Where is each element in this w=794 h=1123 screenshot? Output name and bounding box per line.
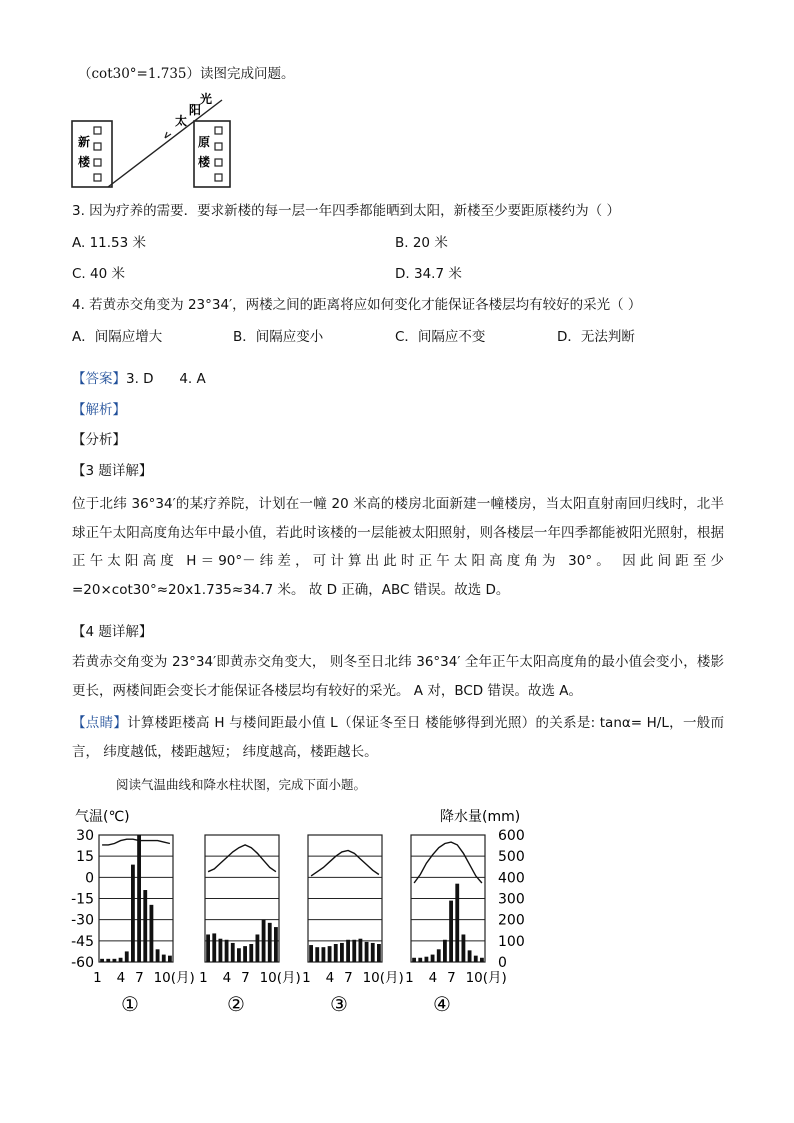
month-tick-label: 1 bbox=[302, 970, 311, 986]
precipitation-bar bbox=[106, 959, 110, 962]
temperature-tick-label: -45 bbox=[71, 933, 94, 950]
analysis-label: 【解析】 bbox=[72, 402, 126, 418]
precipitation-bar bbox=[425, 957, 429, 962]
temperature-tick-label: -15 bbox=[71, 891, 94, 908]
precipitation-bar bbox=[113, 959, 117, 962]
sun-light-label-1: 光 bbox=[200, 92, 213, 106]
new-building bbox=[72, 121, 112, 187]
precipitation-bar bbox=[249, 944, 253, 962]
precipitation-bar bbox=[418, 958, 422, 962]
q4-stem: 4. 若黄赤交角变为 23°34′，两楼之间的距离将应如何变化才能保证各楼层均有较好的采光（ ） bbox=[72, 297, 642, 313]
q3-option-b: B. 20 米 bbox=[395, 235, 448, 251]
q3-option-d: D. 34.7 米 bbox=[395, 266, 462, 282]
q3-option-c: C. 40 米 bbox=[72, 266, 125, 282]
precipitation-tick-label: 500 bbox=[498, 849, 525, 866]
old-building bbox=[194, 121, 230, 187]
precipitation-bar bbox=[125, 951, 129, 962]
q4-option-b: B．间隔应变小 bbox=[233, 329, 324, 345]
precipitation-bar bbox=[143, 890, 147, 962]
precipitation-bar bbox=[237, 948, 241, 962]
precipitation-tick-label: 0 bbox=[498, 955, 507, 971]
temperature-curve bbox=[311, 851, 379, 876]
month-tick-label: 4 bbox=[325, 970, 335, 986]
precipitation-bar bbox=[137, 835, 141, 962]
precipitation-bar bbox=[212, 933, 216, 962]
month-tick-label: 10(月) bbox=[153, 970, 195, 986]
tip-block bbox=[72, 709, 724, 766]
answer-text: 3. D 4. A bbox=[126, 371, 206, 387]
panel-label: ③ bbox=[330, 992, 348, 1016]
month-tick-label: 7 bbox=[447, 970, 456, 986]
precipitation-bar bbox=[231, 943, 235, 962]
precipitation-bar bbox=[150, 905, 154, 962]
q3-option-a: A. 11.53 米 bbox=[72, 235, 147, 251]
building-shadow-diagram bbox=[68, 88, 248, 196]
tip-text: 计算楼距楼高 H 与楼间距最小值 L（保证冬至日 楼能够得到光照）的关系是: tanα= H/L，一般而言， 纬度越低，楼距越短； 纬度越高，楼距越长。 bbox=[72, 715, 725, 760]
climate-panel-2 bbox=[199, 835, 301, 1016]
month-tick-label: 1 bbox=[199, 970, 208, 986]
month-tick-label: 10(月) bbox=[259, 970, 301, 986]
precipitation-bar bbox=[274, 927, 278, 962]
climate-panel-3 bbox=[302, 835, 404, 1016]
precipitation-bar bbox=[346, 940, 350, 962]
precipitation-bar bbox=[455, 884, 459, 962]
chart-intro: 阅读气温曲线和降水柱状图，完成下面小题。 bbox=[116, 777, 367, 792]
precipitation-bar bbox=[377, 944, 381, 962]
precipitation-bar bbox=[334, 944, 338, 962]
temperature-tick-label: -60 bbox=[71, 955, 94, 971]
precipitation-bar bbox=[162, 955, 166, 962]
month-tick-label: 4 bbox=[222, 970, 232, 986]
panel-label: ④ bbox=[433, 992, 451, 1016]
climate-panel-4 bbox=[405, 835, 507, 1016]
temperature-tick-label: 0 bbox=[85, 870, 94, 887]
precipitation-bar bbox=[437, 949, 441, 962]
precipitation-bar bbox=[119, 958, 123, 962]
precipitation-bar bbox=[352, 940, 356, 962]
precipitation-bar bbox=[206, 934, 210, 962]
tip-label: 【点睛】 bbox=[72, 715, 128, 731]
precipitation-bar bbox=[365, 942, 369, 962]
old-building-label-1: 原 bbox=[198, 135, 211, 149]
precipitation-bar bbox=[443, 940, 447, 962]
temperature-tick-label: 15 bbox=[76, 849, 94, 866]
precipitation-bar bbox=[480, 958, 484, 962]
month-tick-label: 1 bbox=[93, 970, 102, 986]
precipitation-bar bbox=[359, 939, 363, 962]
precipitation-bar bbox=[156, 949, 160, 962]
climate-panels bbox=[93, 835, 507, 1016]
precipitation-bar bbox=[468, 950, 472, 962]
precipitation-bar bbox=[243, 946, 247, 962]
precipitation-bar bbox=[268, 923, 272, 962]
climate-charts bbox=[70, 800, 540, 1020]
q3-detail-label: 【3 题详解】 bbox=[72, 463, 153, 479]
panel-label: ① bbox=[121, 992, 139, 1016]
q4-option-d: D．无法判断 bbox=[557, 329, 635, 345]
precipitation-bar bbox=[315, 947, 319, 962]
precipitation-bar bbox=[328, 946, 332, 962]
precipitation-ticks bbox=[498, 828, 525, 971]
precipitation-bar bbox=[100, 959, 104, 962]
sun-light-label-3: 太 bbox=[175, 114, 188, 128]
precipitation-bar bbox=[462, 934, 466, 962]
sun-light-label-2: 阳 bbox=[189, 103, 202, 117]
month-tick-label: 4 bbox=[116, 970, 126, 986]
month-tick-label: 7 bbox=[135, 970, 144, 986]
precipitation-bar bbox=[131, 865, 135, 962]
old-building-label-2: 楼 bbox=[198, 155, 211, 169]
precipitation-bar bbox=[262, 920, 266, 962]
panel-label: ② bbox=[227, 992, 245, 1016]
temperature-axis-label: 气温(℃) bbox=[75, 809, 130, 825]
precipitation-bar bbox=[449, 901, 453, 962]
month-tick-label: 7 bbox=[344, 970, 353, 986]
precipitation-bar bbox=[431, 955, 435, 962]
q4-option-c: C．间隔应不变 bbox=[395, 329, 486, 345]
q3-detail-text: 位于北纬 36°34′的某疗养院，计划在一幢 20 米高的楼房北面新建一幢楼房，当太阳直射南回归线时，北半球正午太阳高度角达年中最小值，若此时该楼的一层能被太阳照射，则各楼层一年四季都能被阳光照射，根据正午太阳高度 H＝90°－纬差，可计算出此时正午太阳高度角为 30°。 因此间距至少=20×cot30°≈20x1.735≈34.7 米。 故 D 正确，ABC 错误。故选 D。 bbox=[72, 496, 724, 598]
precipitation-bar bbox=[340, 943, 344, 962]
precipitation-bar bbox=[371, 943, 375, 962]
temperature-curve bbox=[102, 839, 170, 845]
temperature-curve bbox=[208, 845, 276, 872]
answer-label: 【答案】 bbox=[72, 371, 126, 387]
month-tick-label: 10(月) bbox=[362, 970, 404, 986]
precipitation-bar bbox=[219, 939, 223, 962]
precipitation-axis-label: 降水量(mm) bbox=[440, 809, 521, 825]
precipitation-bar bbox=[168, 956, 172, 962]
month-tick-label: 4 bbox=[428, 970, 438, 986]
fenxi-label: 【分析】 bbox=[72, 432, 126, 448]
intro-text: （cot30°=1.735）读图完成问题。 bbox=[78, 66, 295, 82]
precipitation-bar bbox=[474, 956, 478, 962]
q3-stem: 3. 因为疗养的需要．要求新楼的每一层一年四季都能晒到太阳，新楼至少要距原楼约为（ ） bbox=[72, 203, 620, 219]
precipitation-bar bbox=[322, 947, 326, 962]
month-tick-label: 1 bbox=[405, 970, 414, 986]
precipitation-bar bbox=[309, 945, 313, 962]
q4-detail-text: 若黄赤交角变为 23°34′即黄赤交角变大， 则冬至日北纬 36°34′ 全年正午太阳高度角的最小值会变小，楼影更长，两楼间距会变长才能保证各楼层均有较好的采光。 A 对，BCD 错误。故选 A。 bbox=[72, 654, 724, 699]
answer-row bbox=[72, 369, 206, 389]
precipitation-tick-label: 600 bbox=[498, 828, 525, 844]
precipitation-tick-label: 100 bbox=[498, 933, 525, 950]
precipitation-tick-label: 400 bbox=[498, 870, 525, 887]
temperature-tick-label: -30 bbox=[71, 912, 94, 929]
precipitation-tick-label: 300 bbox=[498, 891, 525, 908]
climate-panel-1 bbox=[93, 835, 195, 1016]
month-tick-label: 7 bbox=[241, 970, 250, 986]
q4-option-a: A．间隔应增大 bbox=[72, 329, 163, 345]
arrow-icon bbox=[165, 132, 171, 138]
precipitation-bar bbox=[225, 940, 229, 962]
month-tick-label: 10(月) bbox=[465, 970, 507, 986]
new-building-label-2: 楼 bbox=[78, 155, 91, 169]
new-building-label-1: 新 bbox=[78, 135, 91, 149]
precipitation-bar bbox=[256, 934, 260, 962]
temperature-tick-label: 30 bbox=[76, 828, 94, 844]
precipitation-tick-label: 200 bbox=[498, 912, 525, 929]
precipitation-bar bbox=[412, 958, 416, 962]
temperature-ticks bbox=[71, 828, 94, 971]
q4-detail-label: 【4 题详解】 bbox=[72, 624, 153, 640]
